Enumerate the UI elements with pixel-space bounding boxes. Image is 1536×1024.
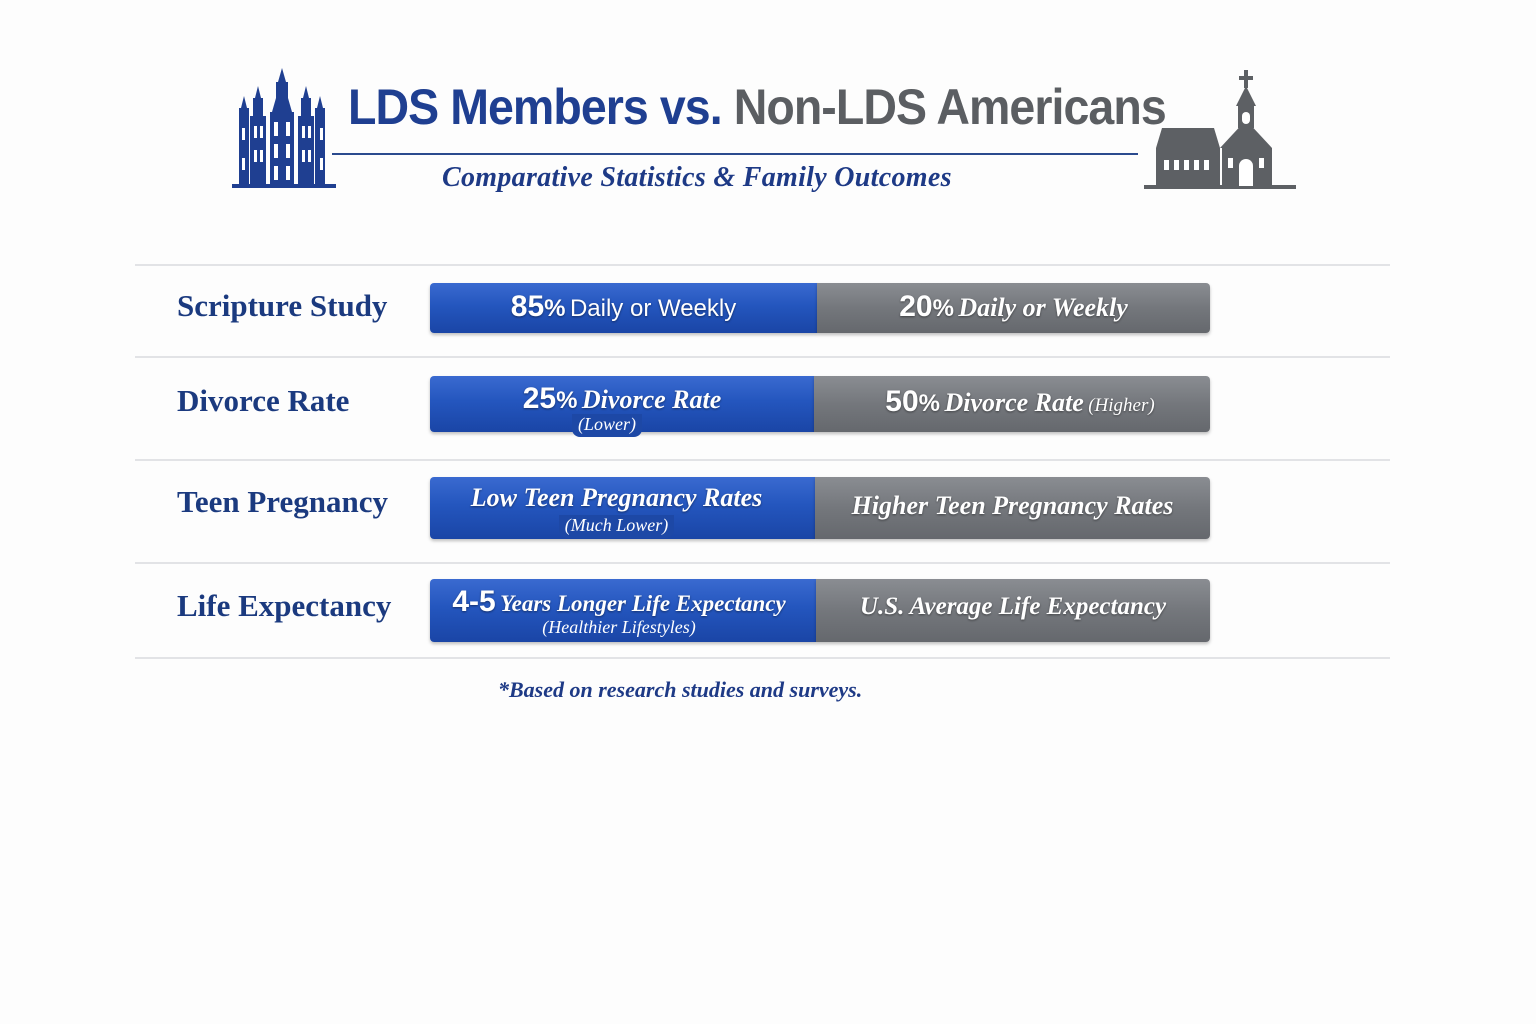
title-non-lds: Non-LDS Americans — [733, 79, 1166, 135]
lds-bar-text — [422, 585, 816, 619]
non-lds-bar — [817, 283, 1210, 333]
lds-bar — [430, 579, 816, 642]
row-scripture-study — [135, 282, 1390, 334]
lds-unit: % — [544, 295, 566, 322]
row-divider — [135, 459, 1390, 461]
row-divider — [135, 657, 1390, 659]
lds-unit: % — [556, 387, 578, 414]
non-bar-text — [815, 491, 1210, 521]
lds-note: (Much Lower) — [559, 515, 674, 538]
row-label: Divorce Rate — [177, 383, 350, 418]
church-icon — [1144, 70, 1296, 190]
lds-value: 25 — [522, 382, 557, 415]
non-phrase: Divorce Rate — [944, 388, 1084, 417]
non-bar-text — [830, 385, 1210, 419]
non-unit: % — [918, 390, 940, 417]
subtitle: Comparative Statistics & Family Outcomes — [442, 162, 952, 193]
non-bar-text — [817, 290, 1210, 324]
row-label: Scripture Study — [177, 288, 388, 323]
temple-icon — [232, 68, 336, 190]
lds-note-wrap — [400, 414, 814, 437]
non-lds-bar — [814, 376, 1210, 432]
non-phrase: Daily or Weekly — [958, 293, 1128, 322]
row-teen-pregnancy — [135, 476, 1390, 540]
footnote: *Based on research studies and surveys. — [498, 677, 863, 702]
row-life-expectancy — [135, 578, 1390, 642]
lds-bar-text — [430, 290, 817, 324]
lds-note: (Healthier Lifestyles) — [542, 617, 696, 637]
lds-phrase: Daily or Weekly — [569, 295, 737, 322]
lds-bar-text — [430, 382, 814, 416]
lds-phrase: Years Longer Life Expectancy — [500, 591, 786, 616]
non-value: 50 — [885, 385, 919, 418]
lds-value: 4-5 — [452, 585, 496, 618]
lds-bar-text — [418, 483, 815, 513]
row-divider — [135, 356, 1390, 358]
row-divider — [135, 264, 1390, 266]
non-lds-bar — [815, 477, 1210, 539]
non-value: 20 — [899, 290, 933, 323]
lds-bar — [430, 376, 814, 432]
row-divider — [135, 562, 1390, 564]
non-unit: % — [932, 295, 954, 322]
non-phrase: U.S. Average Life Expectancy — [859, 593, 1167, 620]
lds-value: 85 — [510, 290, 545, 323]
non-phrase: Higher Teen Pregnancy Rates — [851, 491, 1174, 520]
title-lds: LDS Members vs. — [348, 79, 722, 135]
title-divider — [332, 153, 1138, 155]
lds-bar — [430, 283, 817, 333]
lds-phrase: Divorce Rate — [581, 385, 722, 414]
row-label: Teen Pregnancy — [177, 484, 388, 519]
lds-bar — [430, 477, 815, 539]
lds-note-wrap — [418, 515, 815, 538]
row-label: Life Expectancy — [177, 588, 392, 623]
non-lds-bar — [816, 579, 1210, 642]
non-note: (Higher) — [1088, 395, 1155, 416]
page-title — [348, 79, 1166, 135]
lds-phrase: Low Teen Pregnancy Rates — [470, 483, 763, 512]
header — [0, 0, 1536, 210]
lds-note: (Lower) — [572, 414, 642, 437]
row-divorce-rate — [135, 375, 1390, 433]
non-bar-text — [816, 593, 1210, 621]
